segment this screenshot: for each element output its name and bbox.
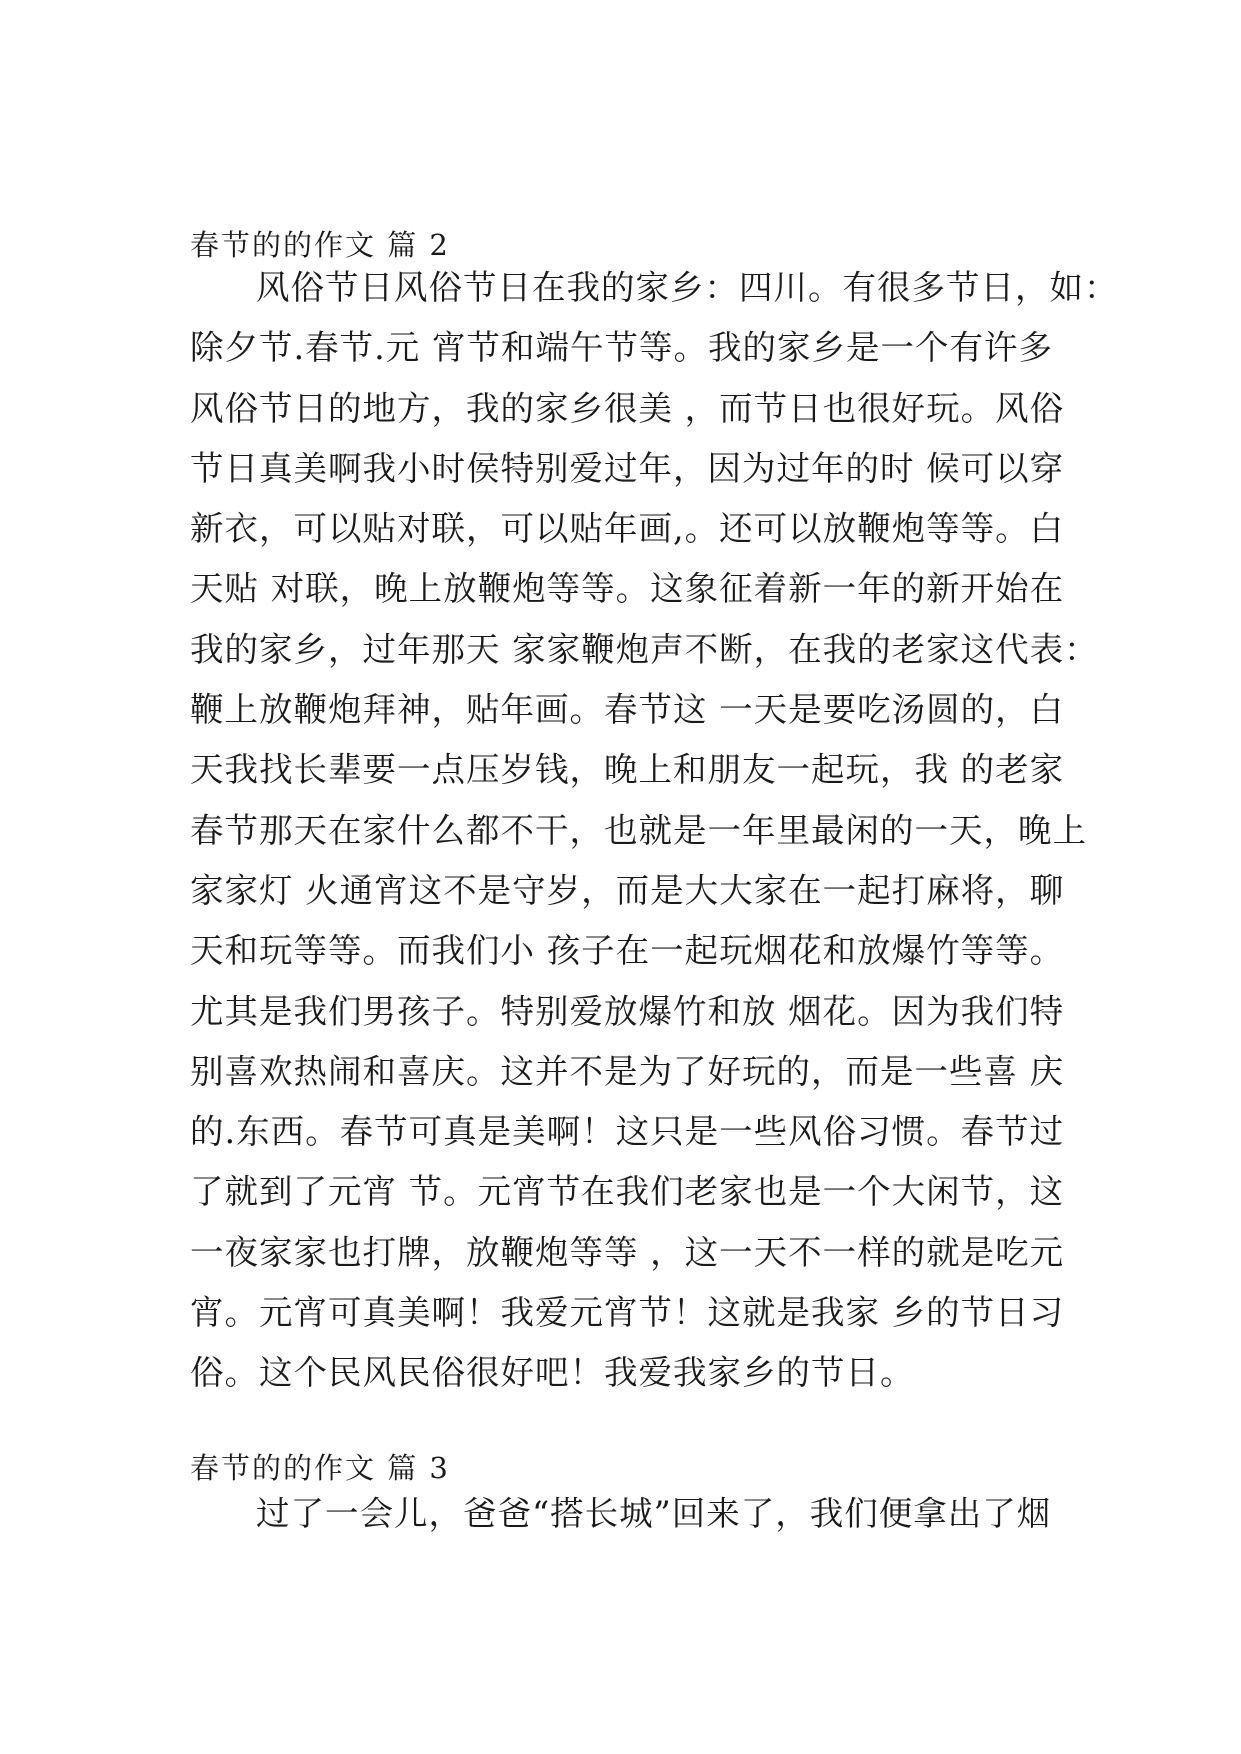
paragraph-line: 尤其是我们男孩子。特别爱放爆竹和放 烟花。因为我们特 — [190, 991, 1065, 1031]
paragraph-line: 节日真美啊我小时侯特别爱过年，因为过年的时 候可以穿 — [190, 448, 1065, 488]
paragraph-line: 一夜家家也打牌，放鞭炮等等 ，这一天不一样的就是吃元 — [190, 1232, 1065, 1272]
paragraph-line: 新衣，可以贴对联，可以贴年画,。还可以放鞭炮等等。白 — [190, 509, 1065, 549]
paragraph-line: 宵。元宵可真美啊！我爱元宵节！这就是我家 乡的节日习 — [190, 1293, 1065, 1333]
paragraph-line: 的.东西。春节可真是美啊！这只是一些风俗习惯。春节过 — [190, 1112, 1065, 1152]
paragraph-line: 风俗节日的地方，我的家乡很美 ，而节日也很好玩。风俗 — [190, 388, 1065, 428]
section-heading: 春节的的作文 篇 2 — [190, 228, 450, 262]
paragraph-line: 风俗节日风俗节日在我的家乡：四川。有很多节日，如： — [256, 268, 1119, 307]
paragraph-line: 天和玩等等。而我们小 孩子在一起玩烟花和放爆竹等等。 — [190, 931, 1065, 971]
paragraph-line: 俗。这个民风民俗很好吧！我爱我家乡的节日。 — [190, 1353, 915, 1393]
paragraph-line: 别喜欢热闹和喜庆。这并不是为了好玩的，而是一些喜 庆 — [190, 1051, 1065, 1091]
paragraph-line: 除夕节.春节.元 宵节和端午节等。我的家乡是一个有许多 — [190, 328, 1053, 368]
paragraph-line: 春节那天在家什么都不干，也就是一年里最闲的一天，晚上 — [190, 810, 1087, 850]
paragraph-line: 天贴 对联，晚上放鞭炮等等。这象征着新一年的新开始在 — [190, 569, 1065, 609]
section-heading: 春节的的作文 篇 3 — [190, 1451, 450, 1485]
paragraph-line: 了就到了元宵 节。元宵节在我们老家也是一个大闲节，这 — [190, 1172, 1065, 1212]
section-body — [190, 258, 1119, 1404]
paragraph-line: 过了一会儿，爸爸“搭长城”回来了，我们便拿出了烟 — [256, 1494, 1052, 1533]
paragraph-line: 天我找长辈要一点压岁钱，晚上和朋友一起玩，我 的老家 — [190, 750, 1065, 790]
paragraph-line: 家家灯 火通宵这不是守岁，而是大大家在一起打麻将，聊 — [190, 870, 1065, 910]
paragraph-line: 我的家乡，过年那天 家家鞭炮声不断，在我的老家这代表： — [190, 629, 1099, 669]
paragraph-line: 鞭上放鞭炮拜神，贴年画。春节这 一天是要吃汤圆的，白 — [190, 690, 1065, 730]
section-body — [190, 1484, 1056, 1544]
